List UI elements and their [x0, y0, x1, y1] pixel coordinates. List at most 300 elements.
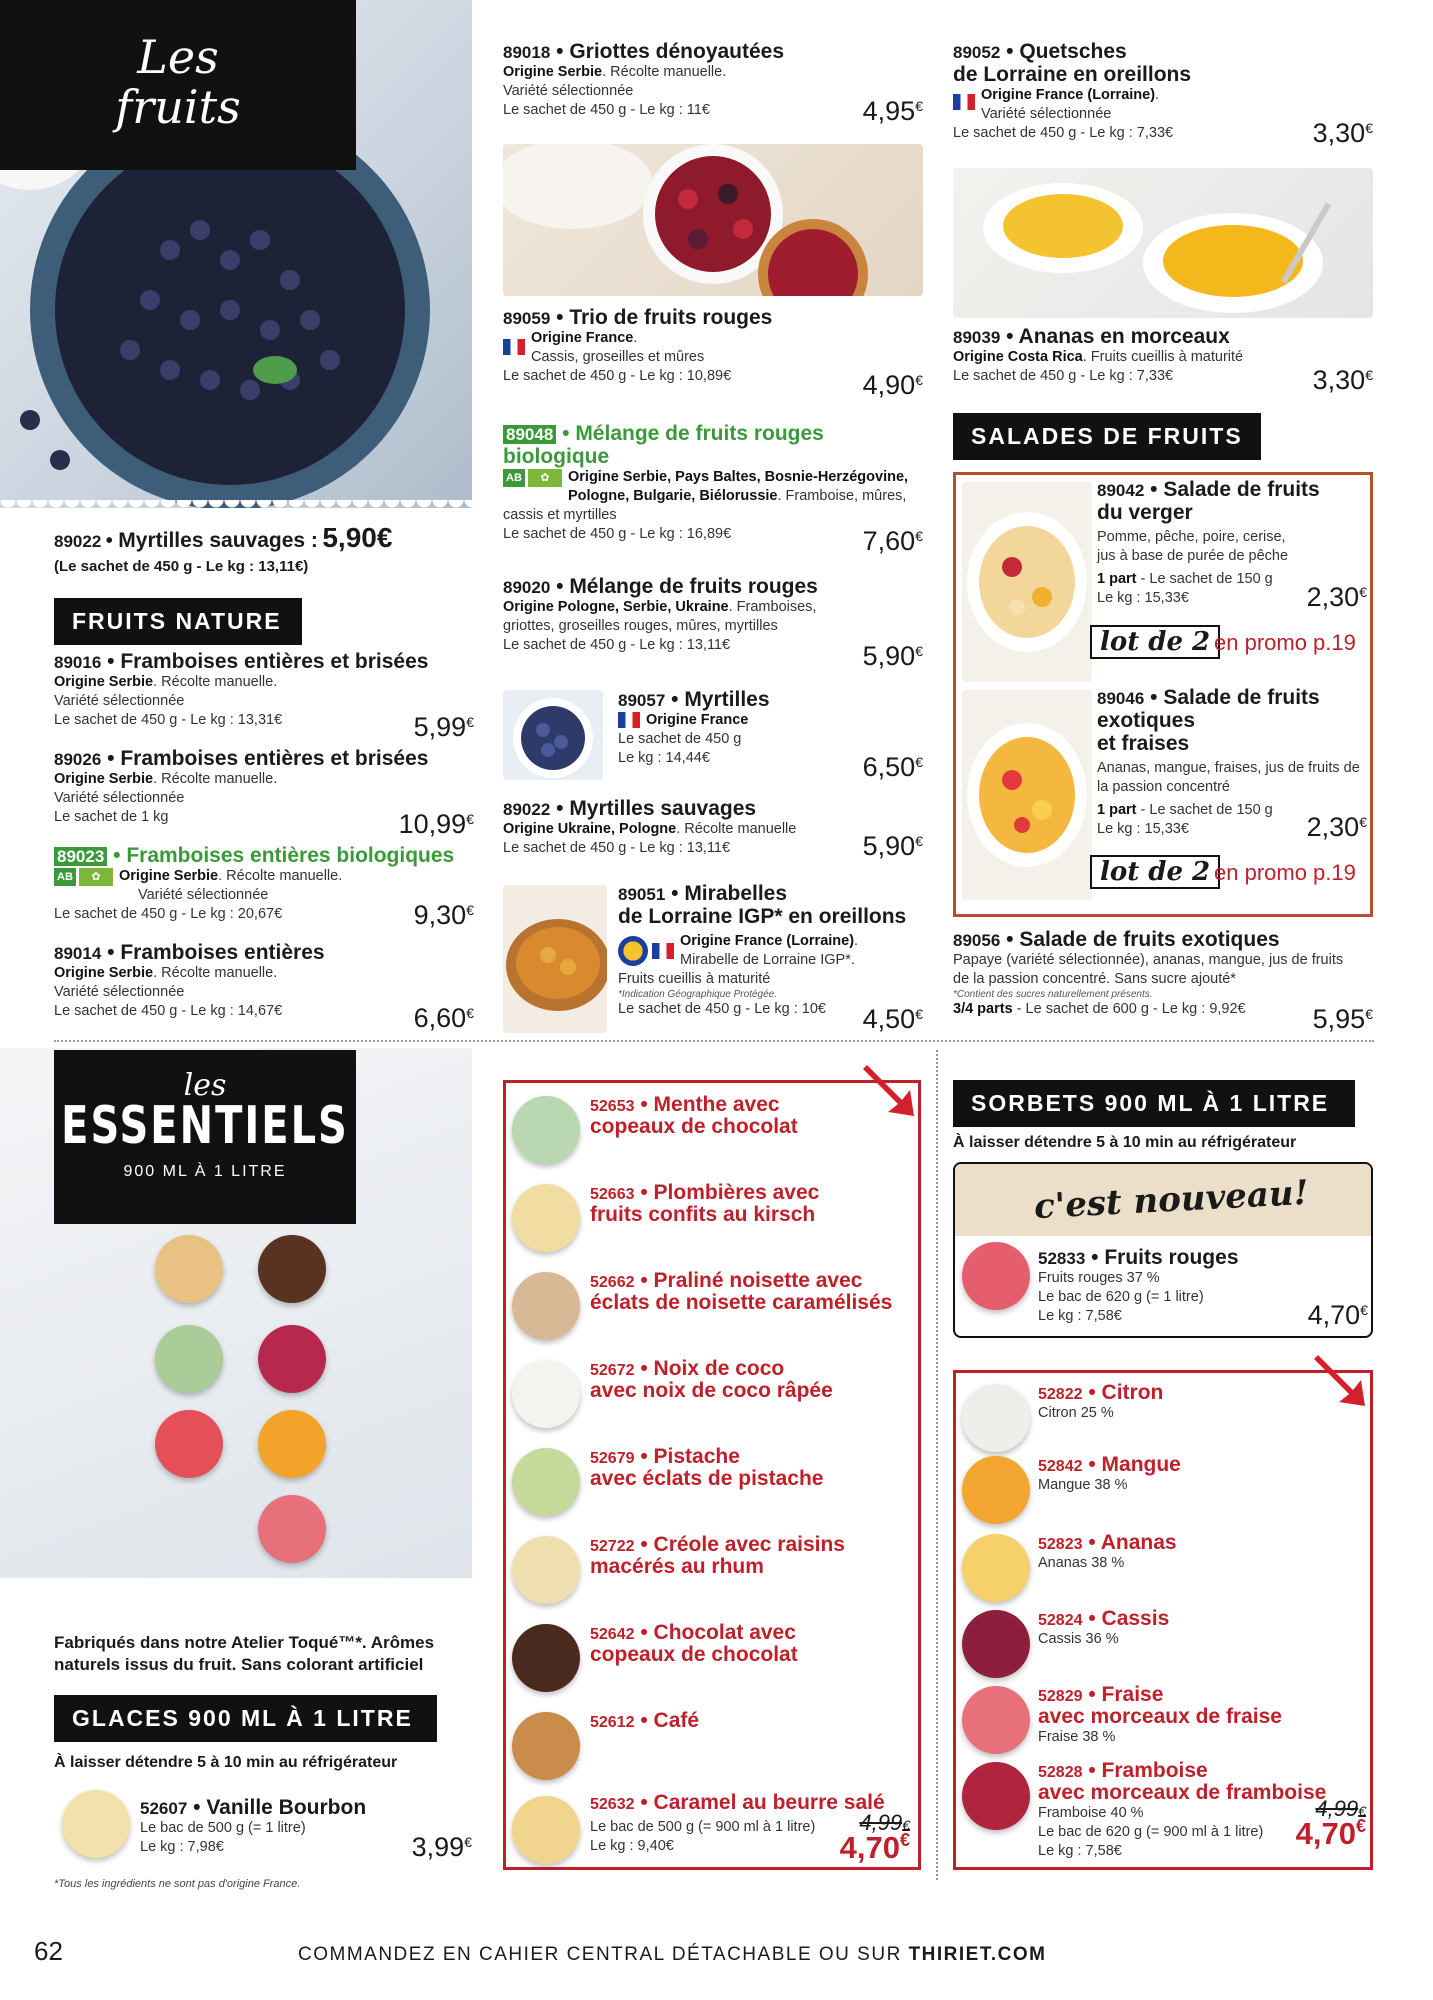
- variety: griottes, groseilles rouges, mûres, myrtilles: [503, 618, 778, 634]
- fruit-percent: Cassis 36 %: [1038, 1631, 1119, 1647]
- price-value: 6,60: [413, 1003, 467, 1033]
- product-name-line3: et fraises: [1097, 732, 1190, 755]
- origin-line2: Pologne, Bulgarie, Biélorussie: [568, 488, 778, 504]
- lot-de-2-badge[interactable]: lot de 2: [1090, 625, 1220, 659]
- product-code: 52679: [590, 1450, 635, 1467]
- salade-exotique-photo: [962, 690, 1092, 900]
- product-name: Griottes dénoyautées: [569, 40, 785, 63]
- euro-sign: €: [1365, 1006, 1373, 1022]
- ingredients: Pomme, pêche, poire, cerise,: [1097, 529, 1286, 545]
- footer-site-link[interactable]: THIRIET.COM: [908, 1944, 1047, 1965]
- origin-detail: .: [854, 933, 859, 949]
- scoop-chocolate: [258, 1235, 326, 1303]
- nouveau-label: c'est nouveau!: [1033, 1172, 1310, 1228]
- price: [863, 370, 923, 401]
- price: [1313, 118, 1373, 149]
- product-code: 52842: [1038, 1458, 1083, 1475]
- price-per-kg: Le kg : 9,40€: [590, 1838, 674, 1854]
- promo-link[interactable]: en promo p.19: [1214, 860, 1356, 885]
- salade-1: 89042 • Salade de fruits du verger Pomme, pêche, poire, cerise, jus à base de purée de pêche 1 part - Le sachet de 150 g Le kg : 15,33€ 2,30€: [1097, 478, 1367, 612]
- product-name: Café: [653, 1709, 700, 1732]
- euro-sign: €: [466, 811, 474, 827]
- product-code: 52663: [590, 1186, 635, 1203]
- product-code: 89023: [54, 847, 107, 866]
- red-fruits-photo: [503, 144, 923, 296]
- price: [414, 900, 474, 931]
- price-value: 6,50: [862, 752, 916, 782]
- glace-item: 52679 • Pistache avec éclats de pistache: [512, 1442, 912, 1528]
- igp-seal-icon: [618, 936, 648, 966]
- product-name-line2: copeaux de chocolat: [590, 1115, 798, 1138]
- euro-sign: €: [1360, 1302, 1368, 1318]
- col2-product-7: 89051 • Mirabelles de Lorraine IGP* en oreillons Origine France (Lorraine). Mirabelle de Lorraine IGP*. Fruits cueillis à maturité *Indication Géographique Protégée. Le sachet de 450 g - Le kg : 10€ 4,50€: [618, 882, 923, 1034]
- variety: Fruits cueillis à maturité: [618, 971, 771, 987]
- product-name: Framboises entières et brisées: [120, 747, 429, 770]
- euro-sign: €: [915, 1006, 923, 1022]
- feature-name: Myrtilles sauvages :: [118, 529, 318, 552]
- origin: Origine Costa Rica: [953, 349, 1083, 365]
- product-name-line2: fruits confits au kirsch: [590, 1203, 816, 1226]
- section-sorbets: SORBETS 900 ML À 1 LITRE: [953, 1080, 1355, 1127]
- product-code: 89039: [953, 328, 1001, 347]
- product-name: Framboises entières: [120, 941, 325, 964]
- sorbet-scoop: [962, 1534, 1030, 1602]
- product-name-line2: avec morceaux de framboise: [1038, 1781, 1327, 1804]
- france-flag-icon: [503, 339, 525, 355]
- glace-item: 52662 • Praliné noisette avec éclats de noisette caramélisés: [512, 1266, 912, 1352]
- product-name: Myrtilles: [684, 688, 770, 711]
- product-code: 89016: [54, 653, 102, 672]
- euro-sign: €: [1355, 1816, 1366, 1836]
- origin: Origine France (Lorraine): [981, 87, 1156, 103]
- product-code: 89048: [503, 425, 556, 444]
- packaging: Le sachet de 450 g - Le kg : 13,31€: [54, 712, 283, 728]
- price-value: 2,30: [1306, 582, 1360, 612]
- feature-detail: (Le sachet de 450 g - Le kg : 13,11€): [54, 558, 309, 575]
- sugar-footnote: *Contient des sucres naturellement présents.: [953, 989, 1153, 1000]
- scoop-fruits-rouges: [258, 1495, 326, 1563]
- product-code: 52632: [590, 1796, 635, 1813]
- footer-cta: [298, 1944, 1046, 1966]
- packaging: Le sachet de 450 g - Le kg : 20,67€: [54, 906, 283, 922]
- origin: Origine France: [531, 330, 634, 346]
- col2-product-3: 89048 • Mélange de fruits rouges biologique AB ✿ Origine Serbie, Pays Baltes, Bosnie-Herzégovine, Pologne, Bulgarie, Biélorussie. Framboise, mûres, cassis et myrtilles Le sachet de 450 g - Le kg : 16,89€ 7,60€: [503, 422, 923, 556]
- salade-verger-illustration: [962, 482, 1092, 682]
- product-name: Praliné noisette avec: [653, 1269, 863, 1292]
- variety: Variété sélectionnée: [503, 83, 634, 99]
- ingredients: Papaye (variété sélectionnée), ananas, mangue, jus de fruits: [953, 952, 1344, 968]
- fruit-percent: Fruits rouges 37 %: [1038, 1270, 1160, 1286]
- sorbet-item: 52822 • Citron Citron 25 %: [962, 1380, 1368, 1456]
- fruit-percent: Mangue 38 %: [1038, 1477, 1128, 1493]
- product-code: 89020: [503, 578, 551, 597]
- origin: Origine Serbie: [54, 771, 154, 787]
- sorbet-new-item: 52833 • Fruits rouges Fruits rouges 37 % Le bac de 620 g (= 1 litre) Le kg : 7,58€ 4,70€: [1038, 1246, 1368, 1330]
- product-name-line2: copeaux de chocolat: [590, 1643, 798, 1666]
- product-name-line2: éclats de noisette caramélisés: [590, 1291, 893, 1314]
- product-code: 52823: [1038, 1536, 1083, 1553]
- glace-item: 52612 • Café: [512, 1706, 912, 1792]
- glace-item: 52653 • Menthe avec copeaux de chocolat: [512, 1090, 912, 1176]
- product-name: Framboises entières et brisées: [120, 650, 429, 673]
- col2-product-4: 89020 • Mélange de fruits rouges Origine Pologne, Serbie, Ukraine. Framboises, griottes, groseilles rouges, mûres, myrtilles Le sachet de 450 g - Le kg : 13,11€ 5,90€: [503, 575, 923, 671]
- variety: Variété sélectionnée: [981, 106, 1112, 122]
- origin-detail: . Framboises,: [728, 599, 817, 615]
- price: [863, 96, 923, 127]
- section-salades-de-fruits: SALADES DE FRUITS: [953, 413, 1261, 460]
- portion: 3/4 parts: [953, 1001, 1013, 1017]
- product-name: Cassis: [1101, 1607, 1170, 1630]
- origin: Origine Serbie: [54, 965, 154, 981]
- packaging: Le sachet de 450 g - Le kg : 11€: [503, 102, 710, 118]
- glace-scoop: [512, 1796, 580, 1864]
- igp-footnote: *Indication Géographique Protégée.: [618, 989, 778, 1000]
- blueberries-photo: [503, 690, 603, 780]
- col3-product-2: 89039 • Ananas en morceaux Origine Costa Rica. Fruits cueillis à maturité Le sachet de 450 g - Le kg : 7,33€ 3,30€: [953, 325, 1373, 395]
- ingredients-line2: la passion concentré: [1097, 779, 1230, 795]
- price-value: 5,95: [1312, 1004, 1366, 1034]
- product-code: 89022: [503, 800, 551, 819]
- product-name: Fruits rouges: [1104, 1246, 1239, 1269]
- product-code: 52642: [590, 1626, 635, 1643]
- euro-sign: €: [902, 1817, 910, 1833]
- glace-scoop: [512, 1448, 580, 1516]
- product-name: Pistache: [653, 1445, 740, 1468]
- salade-2: 89046 • Salade de fruits exotiques et fraises Ananas, mangue, fraises, jus de fruits de la passion concentré 1 part - Le sachet de 150 g Le kg : 15,33€ 2,30€: [1097, 686, 1367, 842]
- promo-price: [1296, 1816, 1366, 1852]
- origin: Origine Serbie: [54, 674, 154, 690]
- france-flag-icon: [652, 943, 674, 959]
- lot-de-2-badge[interactable]: lot de 2: [1090, 855, 1220, 889]
- packaging: Le sachet de 450 g - Le kg : 13,11€: [503, 840, 731, 856]
- packaging: - Le sachet de 150 g: [1136, 571, 1273, 587]
- price-value: 3,99: [411, 1832, 465, 1862]
- glaces-list: [512, 1090, 912, 1870]
- product-name-line2: exotiques: [1097, 709, 1196, 732]
- product-name: Quetsches: [1019, 40, 1127, 63]
- price-value: 4,95: [862, 96, 916, 126]
- price: [414, 712, 474, 743]
- essentiels-title-box: [54, 1050, 356, 1224]
- product-name: Salade de fruits: [1163, 478, 1320, 501]
- product-code: 89059: [503, 309, 551, 328]
- euro-sign: €: [915, 372, 923, 388]
- promo-price-value: 4,70: [1295, 1816, 1356, 1851]
- origin-detail: . Récolte manuelle.: [153, 965, 278, 981]
- product-name-line2: avec éclats de pistache: [590, 1467, 824, 1490]
- price-value: 5,90: [862, 831, 916, 861]
- old-price-value: 4,99: [1315, 1796, 1359, 1821]
- euro-sign: €: [899, 1830, 910, 1850]
- sorbet-scoop: [962, 1610, 1030, 1678]
- product-code: 52828: [1038, 1764, 1083, 1781]
- product-name-line2: biologique: [503, 445, 610, 468]
- euro-sign: €: [1365, 120, 1373, 136]
- essentiels-big: ESSENTIELS: [61, 1096, 349, 1156]
- col2-product-5: 89057 • Myrtilles Origine France Le sachet de 450 g Le kg : 14,44€ 6,50€: [618, 688, 923, 782]
- euro-sign: €: [1365, 367, 1373, 383]
- pineapple-photo: [953, 168, 1373, 318]
- variety: Variété sélectionnée: [54, 693, 185, 709]
- product-name: Créole avec raisins: [653, 1533, 845, 1556]
- promo-price-value: 4,70: [839, 1830, 900, 1865]
- price-value: 4,90: [862, 370, 916, 400]
- product-name-line2: avec morceaux de fraise: [1038, 1705, 1282, 1728]
- essentiels-small: les: [183, 1068, 227, 1103]
- price-value: 3,30: [1312, 118, 1366, 148]
- glace-item: 52642 • Chocolat avec copeaux de chocolat: [512, 1618, 912, 1704]
- price: [1308, 1300, 1368, 1331]
- col2-product-6: 89022 • Myrtilles sauvages Origine Ukraine, Pologne. Récolte manuelle Le sachet de 450 g - Le kg : 13,11€ 5,90€: [503, 797, 923, 861]
- portion: 1 part: [1097, 802, 1137, 818]
- price-value: 10,99: [398, 809, 467, 839]
- col3-product-3: 89056 • Salade de fruits exotiques Papaye (variété sélectionnée), ananas, mangue, jus de fruits de la passion concentré. Sans sucre ajouté* *Contient des sucres naturellement présents. 3/4 parts - Le sachet de 600 g - Le kg : 9,92€ 5,95€: [953, 928, 1373, 1034]
- product-code: 52607: [140, 1799, 188, 1818]
- product-name: Mirabelles: [684, 882, 788, 905]
- product-name: Vanille Bourbon: [206, 1796, 367, 1819]
- sorbet-item: 52842 • Mangue Mangue 38 %: [962, 1452, 1368, 1528]
- price: [1307, 812, 1367, 843]
- packaging: Le sachet de 450 g - Le kg : 7,33€: [953, 125, 1174, 141]
- product-code: 52829: [1038, 1688, 1083, 1705]
- product-code: 89051: [618, 885, 666, 904]
- product-code: 52822: [1038, 1386, 1083, 1403]
- origin-detail: .: [633, 330, 638, 346]
- ingredients-line2: de la passion concentré. Sans sucre ajouté*: [953, 971, 1236, 987]
- origin-detail: . Framboise, mûres,: [777, 488, 907, 504]
- france-flag-icon: [618, 712, 640, 728]
- hero-title-line2: fruits: [115, 80, 241, 134]
- promo-price: [840, 1830, 910, 1866]
- glace-scoop: [512, 1536, 580, 1604]
- col1-product-4: 89014 • Framboises entières Origine Serbie. Récolte manuelle. Variété sélectionnée Le sachet de 450 g - Le kg : 14,67€ 6,60€: [54, 941, 474, 1033]
- product-name-line2: avec noix de coco râpée: [590, 1379, 833, 1402]
- sorbets-list: [962, 1380, 1368, 1866]
- mirabelle-tart-illustration: [503, 885, 607, 1033]
- price-per-kg: Le kg : 7,58€: [1038, 1843, 1122, 1859]
- glaces-instruction: À laisser détendre 5 à 10 min au réfrigérateur: [54, 1754, 398, 1771]
- product-code: 52722: [590, 1538, 635, 1555]
- ingredients-footnote: *Tous les ingrédients ne sont pas d'origine France.: [54, 1878, 301, 1890]
- pineapple-bowls-illustration: [953, 168, 1373, 318]
- fruit-percent: Ananas 38 %: [1038, 1555, 1125, 1571]
- packaging: Le bac de 500 g (= 900 ml à 1 litre): [590, 1819, 816, 1835]
- vanille-product: 52607 • Vanille Bourbon Le bac de 500 g (= 1 litre) Le kg : 7,98€ 3,99€: [140, 1796, 472, 1862]
- glaces-price: [840, 1810, 910, 1866]
- product-name: Salade de fruits: [1163, 686, 1320, 709]
- variety: cassis et myrtilles: [503, 507, 617, 523]
- packaging: Le sachet de 450 g: [618, 731, 742, 747]
- glace-item: 52663 • Plombières avec fruits confits au kirsch: [512, 1178, 912, 1264]
- origin-detail: .: [1155, 87, 1160, 103]
- fruit-percent: Fraise 38 %: [1038, 1729, 1116, 1745]
- price-value: 5,99: [413, 712, 467, 742]
- scoop-vanille: [62, 1790, 130, 1858]
- glace-scoop: [512, 1624, 580, 1692]
- product-code: 89056: [953, 931, 1001, 950]
- promo-link[interactable]: en promo p.19: [1214, 630, 1356, 655]
- product-code: 89046: [1097, 689, 1145, 708]
- price-value: 2,30: [1306, 812, 1360, 842]
- price: [863, 831, 923, 862]
- ab-organic-icon: AB: [503, 469, 525, 487]
- euro-sign: €: [466, 902, 474, 918]
- product-code: 52662: [590, 1274, 635, 1291]
- igp-label: Mirabelle de Lorraine IGP*.: [680, 952, 855, 968]
- hero-title-line1: Les: [137, 30, 219, 84]
- price-per-kg: Le kg : 7,58€: [1038, 1308, 1122, 1324]
- euro-sign: €: [915, 643, 923, 659]
- blueberries-illustration: [503, 690, 603, 780]
- sorbet-item: 52828 • Framboise avec morceaux de framboise Framboise 40 % Le bac de 620 g (= 900 ml à 1 litre) Le kg : 7,58€ 4,99€ 4,70€: [962, 1758, 1368, 1864]
- product-name: Salade de fruits exotiques: [1019, 928, 1280, 951]
- mirabelle-tart-photo: [503, 885, 607, 1033]
- packaging: Le bac de 620 g (= 900 ml à 1 litre): [1038, 1824, 1264, 1840]
- scoop-raspberry: [258, 1325, 326, 1393]
- origin: Origine Serbie: [119, 868, 219, 884]
- product-name: Noix de coco: [653, 1357, 785, 1380]
- product-code: 89014: [54, 944, 102, 963]
- price-value: 9,30: [413, 900, 467, 930]
- col2-product-2: 89059 • Trio de fruits rouges Origine France. Cassis, groseilles et mûres Le sachet de 450 g - Le kg : 10,89€ 4,90€: [503, 306, 923, 400]
- price-per-kg: Le kg : 14,44€: [618, 750, 710, 766]
- glace-scoop: [512, 1712, 580, 1780]
- section-glaces: GLACES 900 ML À 1 LITRE: [54, 1695, 437, 1742]
- section-divider: [54, 1040, 1374, 1042]
- ingredients: Ananas, mangue, fraises, jus de fruits de: [1097, 760, 1360, 776]
- product-code: 52612: [590, 1714, 635, 1731]
- scoop-mango: [258, 1410, 326, 1478]
- price-per-kg: Le kg : 15,33€: [1097, 590, 1189, 606]
- euro-sign: €: [466, 714, 474, 730]
- scoop-strawberry: [155, 1410, 223, 1478]
- price: [1313, 365, 1373, 396]
- column-divider: [936, 1050, 938, 1880]
- page-number: 62: [34, 1936, 63, 1966]
- sorbet-item: 52823 • Ananas Ananas 38 %: [962, 1530, 1368, 1606]
- section-fruits-nature: FRUITS NATURE: [54, 598, 302, 645]
- origin: Origine Pologne, Serbie, Ukraine: [503, 599, 729, 615]
- sorbets-instruction: À laisser détendre 5 à 10 min au réfrigérateur: [953, 1134, 1297, 1151]
- packaging: Le sachet de 450 g - Le kg : 16,89€: [503, 526, 732, 542]
- packaging: Le bac de 500 g (= 1 litre): [140, 1820, 306, 1836]
- origin: Origine France: [646, 712, 749, 728]
- packaging: Le sachet de 450 g - Le kg : 13,11€: [503, 637, 731, 653]
- origin-detail: . Récolte manuelle.: [602, 64, 727, 80]
- product-code: 89026: [54, 750, 102, 769]
- fruit-percent: Citron 25 %: [1038, 1405, 1114, 1421]
- origin-detail: . Récolte manuelle.: [153, 674, 278, 690]
- old-price-value: 4,99: [859, 1810, 903, 1835]
- product-code: 89018: [503, 43, 551, 62]
- packaging: Le sachet de 450 g - Le kg : 10€: [618, 1001, 826, 1017]
- euro-sign: €: [1359, 814, 1367, 830]
- price: [1307, 582, 1367, 613]
- product-name: Menthe avec: [653, 1093, 780, 1116]
- essentiels-intro: Fabriqués dans notre Atelier Toqué™*. Arômes naturels issus du fruit. Sans colorant artificiel: [54, 1633, 435, 1674]
- product-name-line2: de Lorraine IGP* en oreillons: [618, 905, 907, 928]
- euro-sign: €: [915, 98, 923, 114]
- product-name: Myrtilles sauvages: [569, 797, 757, 820]
- product-name-line2: de Lorraine en oreillons: [953, 63, 1192, 86]
- price-per-kg: Le kg : 15,33€: [1097, 821, 1189, 837]
- scoop-mint: [155, 1325, 223, 1393]
- product-name: Ananas en morceaux: [1018, 325, 1230, 348]
- product-name: Citron: [1101, 1381, 1164, 1404]
- price-value: 7,60: [862, 526, 916, 556]
- product-code: 89052: [953, 43, 1001, 62]
- sorbet-scoop: [962, 1384, 1030, 1452]
- product-code: 89042: [1097, 481, 1145, 500]
- ingredients-line2: jus à base de purée de pêche: [1097, 548, 1289, 564]
- price-value: 3,30: [1312, 365, 1366, 395]
- hero-feature: 89022 • Myrtilles sauvages : 5,90€ (Le sachet de 450 g - Le kg : 13,11€): [54, 522, 474, 575]
- product-name: Caramel au beurre salé: [653, 1791, 885, 1814]
- product-name: Plombières avec: [653, 1181, 820, 1204]
- feature-code: 89022: [54, 532, 102, 551]
- sorbet-scoop: [962, 1686, 1030, 1754]
- packaging: Le sachet de 450 g - Le kg : 14,67€: [54, 1003, 283, 1019]
- price: [399, 809, 474, 840]
- glace-scoop: [512, 1272, 580, 1340]
- sorbet-item: 52829 • Fraise avec morceaux de fraise Fraise 38 %: [962, 1682, 1368, 1758]
- price: [863, 526, 923, 557]
- red-fruits-illustration: [503, 144, 923, 296]
- glace-item: 52632 • Caramel au beurre salé Le bac de 500 g (= 900 ml à 1 litre) Le kg : 9,40€ 4,99€ 4,70€: [512, 1788, 912, 1868]
- hero-wave-border: [0, 500, 472, 516]
- price: [1313, 1004, 1373, 1035]
- product-name: Chocolat avec: [653, 1621, 796, 1644]
- essentiels-sub: 900 ML À 1 LITRE: [123, 1163, 287, 1180]
- packaging: Le sachet de 450 g - Le kg : 10,89€: [503, 368, 732, 384]
- glace-item: 52672 • Noix de coco avec noix de coco râpée: [512, 1354, 912, 1440]
- col1-product-1: 89016 • Framboises entières et brisées Origine Serbie. Récolte manuelle. Variété sélectionnée Le sachet de 450 g - Le kg : 13,31€ 5,99€: [54, 650, 474, 742]
- variety: Variété sélectionnée: [54, 984, 185, 1000]
- price: [414, 1003, 474, 1034]
- packaging: Le bac de 620 g (= 1 litre): [1038, 1289, 1204, 1305]
- product-name: Mangue: [1101, 1453, 1181, 1476]
- origin-detail: . Fruits cueillis à maturité: [1082, 349, 1244, 365]
- product-code: 52653: [590, 1098, 635, 1115]
- packaging: Le sachet de 450 g - Le kg : 7,33€: [953, 368, 1174, 384]
- glace-scoop: [512, 1360, 580, 1428]
- product-name: Mélange de fruits rouges: [575, 422, 824, 445]
- packaging: - Le sachet de 600 g - Le kg : 9,92€: [1012, 1001, 1246, 1017]
- price: [863, 752, 923, 783]
- price: [412, 1832, 472, 1863]
- col1-product-2: 89026 • Framboises entières et brisées Origine Serbie. Récolte manuelle. Variété sélectionnée Le sachet de 1 kg 10,99€: [54, 747, 474, 839]
- glace-item: 52722 • Créole avec raisins macérés au rhum: [512, 1530, 912, 1616]
- price: [863, 1004, 923, 1035]
- product-name-line2: du verger: [1097, 501, 1193, 524]
- euro-sign: €: [915, 833, 923, 849]
- sorbet-scoop: [962, 1762, 1030, 1830]
- variety: Variété sélectionnée: [138, 887, 269, 903]
- product-name: Framboise: [1101, 1759, 1208, 1782]
- product-name: Mélange de fruits rouges: [569, 575, 818, 598]
- euro-sign: €: [1358, 1803, 1366, 1819]
- euro-sign: €: [915, 528, 923, 544]
- product-name-line2: macérés au rhum: [590, 1555, 764, 1578]
- price-value: 5,90: [862, 641, 916, 671]
- euro-sign: €: [915, 754, 923, 770]
- product-name: Framboises entières biologiques: [126, 844, 455, 867]
- col3-product-1: 89052 • Quetsches de Lorraine en oreillons Origine France (Lorraine). Variété sélectionnée Le sachet de 450 g - Le kg : 7,33€ 3,30€: [953, 40, 1373, 148]
- glace-scoop: [512, 1096, 580, 1164]
- origin: Origine Serbie, Pays Baltes, Bosnie-Herzégovine,: [568, 469, 909, 485]
- portion: 1 part: [1097, 571, 1137, 587]
- euro-sign: €: [1359, 584, 1367, 600]
